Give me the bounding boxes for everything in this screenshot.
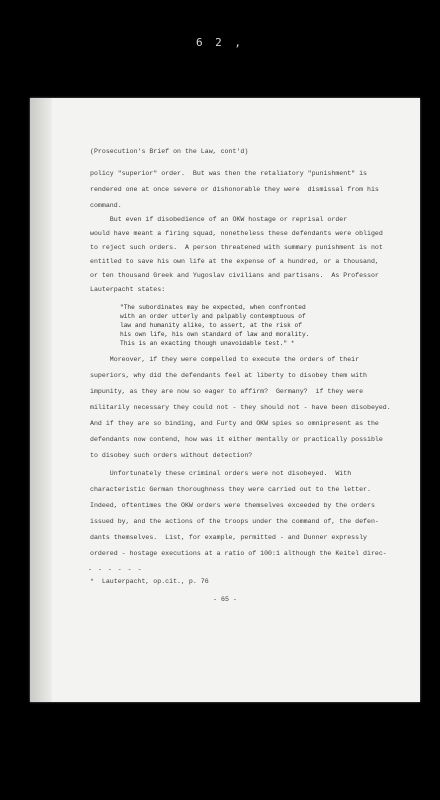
quote-line: law and humanity alike, to assert, at the risk of [120,322,302,329]
text-line: to disobey such orders without detection? [90,452,253,459]
text-line: militarily necessary they could not - they should not - have been disobeyed. [90,404,391,411]
folio-number: 6 2 , [195,36,245,49]
quote-line: "The subordinates may be expected, when confronted [120,304,306,311]
text-line: Lauterpacht states: [90,286,166,293]
text-line: entitled to save his own life at the expense of a hundred, or a thousand, [90,258,379,265]
text-line: superiors, why did the defendants feel at liberty to disobey them with [90,372,367,379]
quote-line: This is an exacting though unavoidable test." * [120,340,295,347]
footnote: * Lauterpacht, op.cit., p. 76 [90,578,209,585]
document-page [30,98,420,702]
text-line: But even if disobedience of an OKW hostage or reprisal order [90,216,348,223]
text-line: rendered one at once severe or dishonorable they were dismissal from his [90,186,379,193]
text-line: dants themselves. List, for example, permitted - and Dunner expressly [90,534,367,541]
text-line: or ten thousand Greek and Yugoslav civilians and partisans. As Professor [90,272,379,279]
quote-line: his own life, his own standard of law and morality. [120,331,310,338]
text-line: characteristic German thoroughness they were carried out to the letter. [90,486,371,493]
text-line: command. [90,202,122,209]
text-line: ordered - hostage executions at a ratio of 100:1 although the Keitel direc- [90,550,387,557]
text-line: Unfortunately these criminal orders were not disobeyed. With [90,470,352,477]
text-line: policy "superior" order. But was then the retaliatory "punishment" is [90,170,367,177]
text-line: And if they are so binding, and Furty and OKW spies so omnipresent as the [90,420,379,427]
text-line: issued by, and the actions of the troops under the command of, the defen- [90,518,379,525]
page-heading: (Prosecution's Brief on the Law, cont'd) [90,148,249,155]
document-body [30,98,420,702]
text-line: impunity, as they are now so eager to affirm? Germany? if they were [90,388,364,395]
page-number: - 65 - [213,596,237,603]
text-line: Moreover, if they were compelled to execute the orders of their [90,356,360,363]
text-line: defendants now contend, how was it either mentally or practically possible [90,436,383,443]
footnote-rule: - - - - - - [88,566,143,573]
text-line: would have meant a firing squad, nonetheless these defendants were obliged [90,230,383,237]
quote-line: with an order utterly and palpably contemptuous of [120,313,306,320]
text-line: to reject such orders. A person threatened with summary punishment is not [90,244,383,251]
text-line: Indeed, oftentimes the OKW orders were themselves exceeded by the orders [90,502,375,509]
